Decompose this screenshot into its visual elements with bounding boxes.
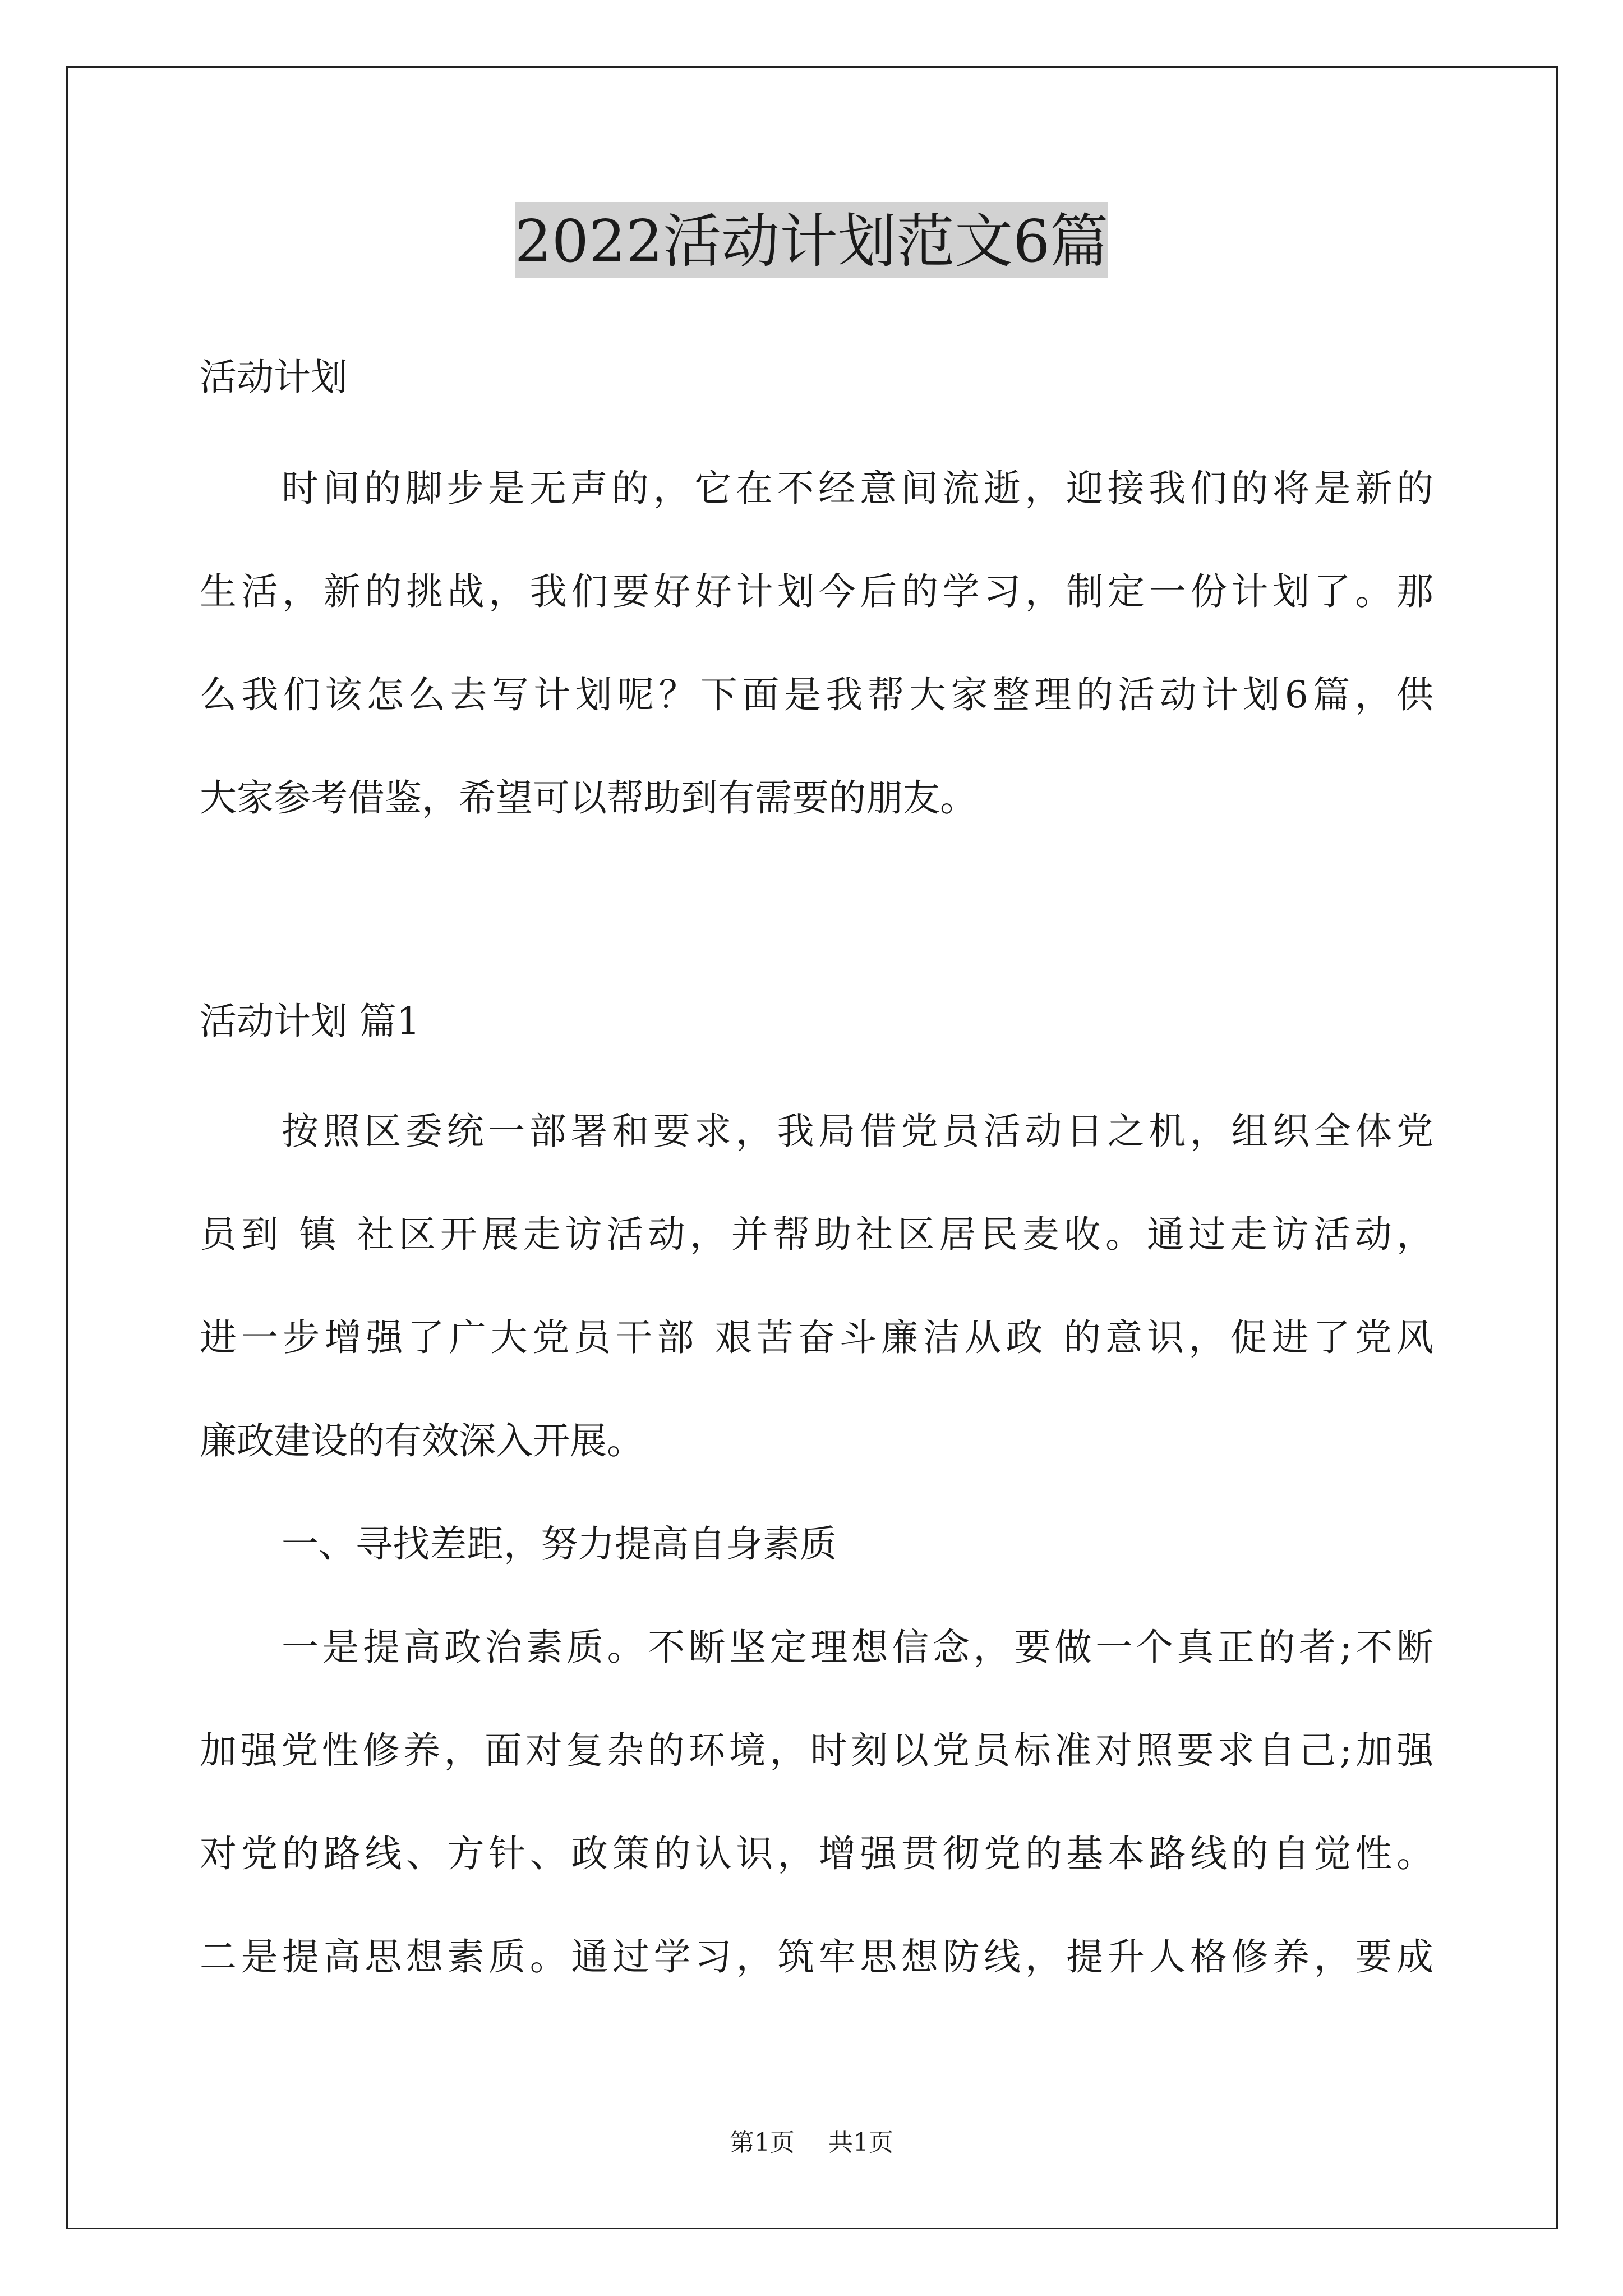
page-footer <box>0 2126 1623 2160</box>
subsection-heading: 一、寻找差距，努力提高自身素质 <box>282 1522 837 1566</box>
paragraph-line: 加强党性修养，面对复杂的环境，时刻以党员标准对照要求自己;加强 <box>200 1729 1433 1772</box>
section-heading-part-1: 活动计划 篇1 <box>200 1000 420 1043</box>
paragraph-line: 时间的脚步是无声的，它在不经意间流逝，迎接我们的将是新的 <box>282 467 1433 510</box>
paragraph-line: 生活，新的挑战，我们要好好计划今后的学习，制定一份计划了。那 <box>200 570 1433 613</box>
paragraph-line: 进一步增强了广大党员干部 艰苦奋斗廉洁从政 的意识，促进了党风 <box>200 1316 1433 1359</box>
paragraph-line: 大家参考借鉴，希望可以帮助到有需要的朋友。 <box>200 776 977 820</box>
paragraph-line: 廉政建设的有效深入开展。 <box>200 1419 644 1462</box>
page-total: 共1页 <box>828 2128 893 2157</box>
paragraph-line: 二是提高思想素质。通过学习，筑牢思想防线，提升人格修养，要成 <box>200 1935 1433 1978</box>
paragraph-line: 员到 镇 社区开展走访活动，并帮助社区居民麦收。通过走访活动， <box>200 1213 1433 1256</box>
document-title: 2022活动计划范文6篇 <box>515 202 1109 278</box>
paragraph-line: 对党的路线、方针、政策的认识，增强贯彻党的基本路线的自觉性。 <box>200 1832 1433 1875</box>
document-title-block <box>0 202 1623 278</box>
paragraph-line: 么我们该怎么去写计划呢？下面是我帮大家整理的活动计划6篇，供 <box>200 673 1433 716</box>
paragraph-line: 按照区委统一部署和要求，我局借党员活动日之机，组织全体党 <box>282 1110 1433 1153</box>
page-number: 第1页 <box>730 2128 795 2157</box>
section-heading-intro: 活动计划 <box>200 356 348 399</box>
paragraph-line: 一是提高政治素质。不断坚定理想信念，要做一个真正的者;不断 <box>282 1626 1433 1669</box>
